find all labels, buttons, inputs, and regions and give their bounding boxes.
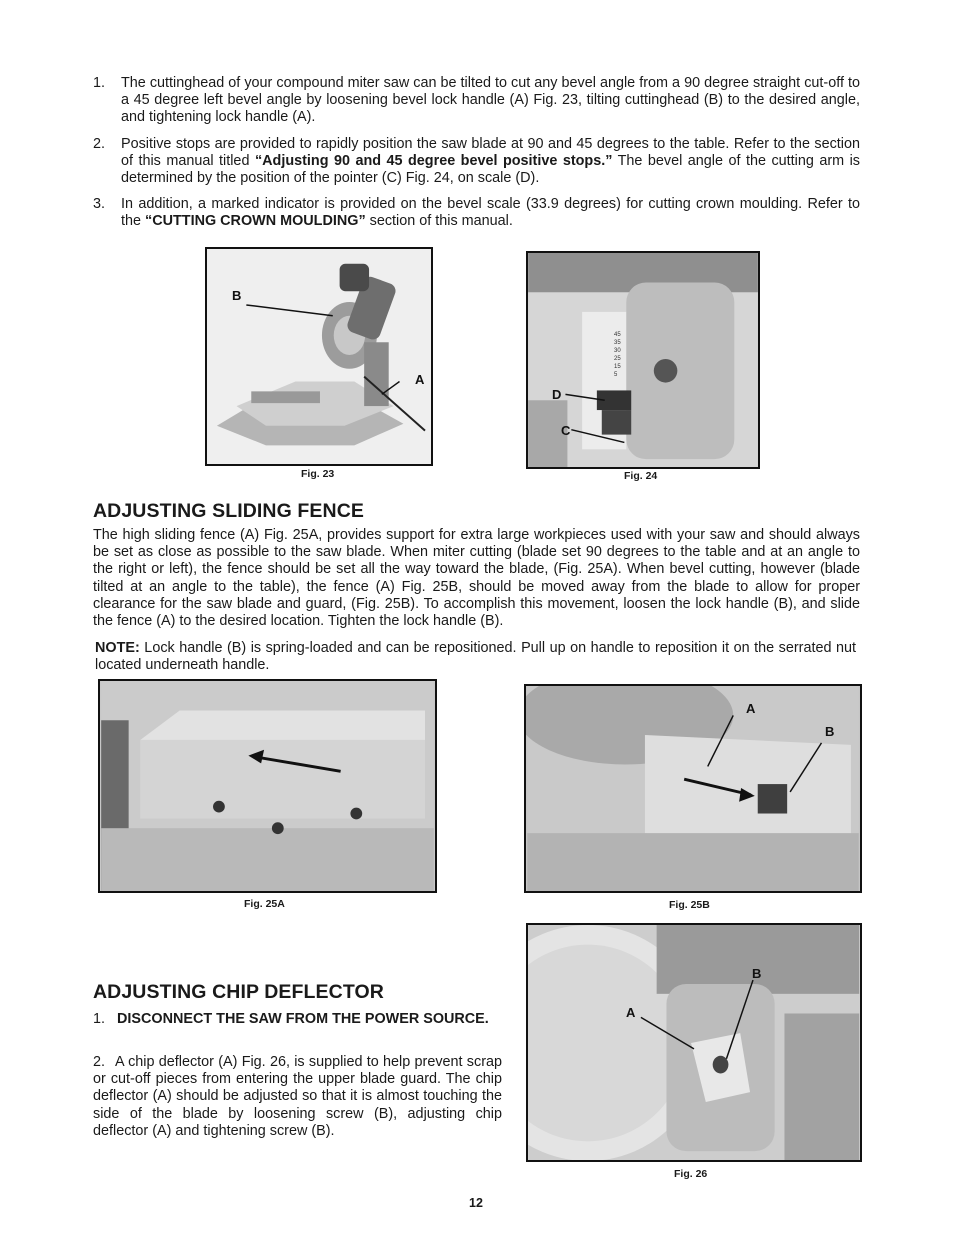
label-a: A — [415, 372, 425, 387]
scale-mark: 25 — [614, 356, 621, 362]
chip-deflector-step-2 — [93, 1054, 502, 1140]
label-b: B — [232, 288, 242, 303]
scale-mark: 5 — [614, 372, 618, 378]
fig24-photo — [526, 251, 760, 469]
step-number: 1. — [93, 75, 106, 91]
bevel-scale-marks — [614, 331, 621, 379]
fig25a-photo — [98, 679, 437, 893]
fence-away-from-blade-illustration — [526, 686, 860, 891]
fig26-photo — [526, 923, 862, 1162]
section-heading-sliding-fence: ADJUSTING SLIDING FENCE — [93, 500, 364, 522]
chip-deflector-step-1 — [93, 1011, 502, 1028]
label-c: C — [561, 423, 571, 438]
note-label: NOTE: — [95, 640, 140, 656]
step-text: section of this manual. — [365, 213, 513, 230]
step-number: 3. — [93, 196, 106, 212]
step-text: Positive stops are provided to rapidly position the saw blade at 90 and 45 degrees to the table. Refer to the section of this manual titled — [121, 136, 860, 170]
fig25b-photo — [524, 684, 862, 893]
sliding-fence-note — [95, 640, 856, 674]
fig23-caption: Fig. 23 — [301, 468, 335, 480]
fence-toward-blade-illustration — [100, 681, 435, 891]
label-b: B — [825, 724, 835, 739]
chip-deflector-illustration — [528, 925, 860, 1160]
step-number: 1. — [93, 1011, 106, 1027]
miter-saw-illustration — [207, 249, 431, 464]
fig25b-caption: Fig. 25B — [669, 899, 710, 911]
scale-mark: 15 — [614, 364, 621, 370]
label-a: A — [746, 701, 756, 716]
fig23-photo — [205, 247, 433, 466]
disconnect-warning: DISCONNECT THE SAW FROM THE POWER SOURCE. — [117, 1011, 489, 1027]
scale-mark: 45 — [614, 332, 621, 338]
note-text: Lock handle (B) is spring-loaded and can be repositioned. Pull up on handle to reposition it on the serrated nut located underneath handle. — [95, 640, 856, 674]
label-b: B — [752, 966, 762, 981]
fig26-caption: Fig. 26 — [674, 1168, 708, 1180]
bevel-step-3 — [121, 196, 860, 230]
label-a: A — [626, 1005, 636, 1020]
sliding-fence-body: The high sliding fence (A) Fig. 25A, provides support for extra large workpieces used with your saw and should always be set as close as possible to the saw blade. When miter cutting (blade set 90 degrees to the table and at an angle to the right or left), the fence should be set all the way toward the blade, (Fig. 25A). When bevel cutting, however (blade tilted at an angle to the table), the fence (A) Fig. 25B, should be moved away from the blade to allow for proper clearance for the saw blade and guard, (Fig. 25B). To accomplish this movement, loosen the lock handle (B), and slide the fence (A) to the desired location. Tighten the lock handle (B). — [93, 527, 860, 630]
scale-mark: 30 — [614, 348, 621, 354]
step-number: 2. — [93, 136, 106, 152]
bevel-step-2 — [121, 136, 860, 188]
fig24-caption: Fig. 24 — [624, 470, 658, 482]
section-heading-chip-deflector: ADJUSTING CHIP DEFLECTOR — [93, 981, 384, 1003]
step-text: In addition, a marked indicator is provided on the bevel scale (33.9 degrees) for cutting crown moulding. Refer to the — [121, 196, 860, 230]
step-bold-ref: “CUTTING CROWN MOULDING” — [145, 213, 366, 230]
step-bold-ref: “Adjusting 90 and 45 degree bevel positive stops.” — [254, 153, 613, 170]
step-text: The bevel angle of the cutting arm is determined by the position of the pointer (C) Fig. 24, on scale (D). — [121, 153, 861, 187]
bevel-step-1: The cuttinghead of your compound miter saw can be tilted to cut any bevel angle from a 90 degree straight cut-off to a 45 degree left bevel angle by loosening bevel lock handle (A) Fig. 23, tilting cuttinghead (B) to the desired angle, and tightening lock handle (A). — [121, 75, 860, 126]
scale-mark: 35 — [614, 340, 621, 346]
fig25a-caption: Fig. 25A — [244, 898, 285, 910]
step-text: A chip deflector (A) Fig. 26, is supplied to help prevent scrap or cut-off pieces from entering the upper blade guard. The chip deflector (A) should be adjusted so that it is almost touching the side of the blade by loosening screw (B), adjusting chip deflector (A) and tightening screw (B). — [93, 1054, 502, 1139]
page-number: 12 — [469, 1196, 483, 1210]
step-number: 2. — [93, 1054, 106, 1070]
label-d: D — [552, 387, 562, 402]
